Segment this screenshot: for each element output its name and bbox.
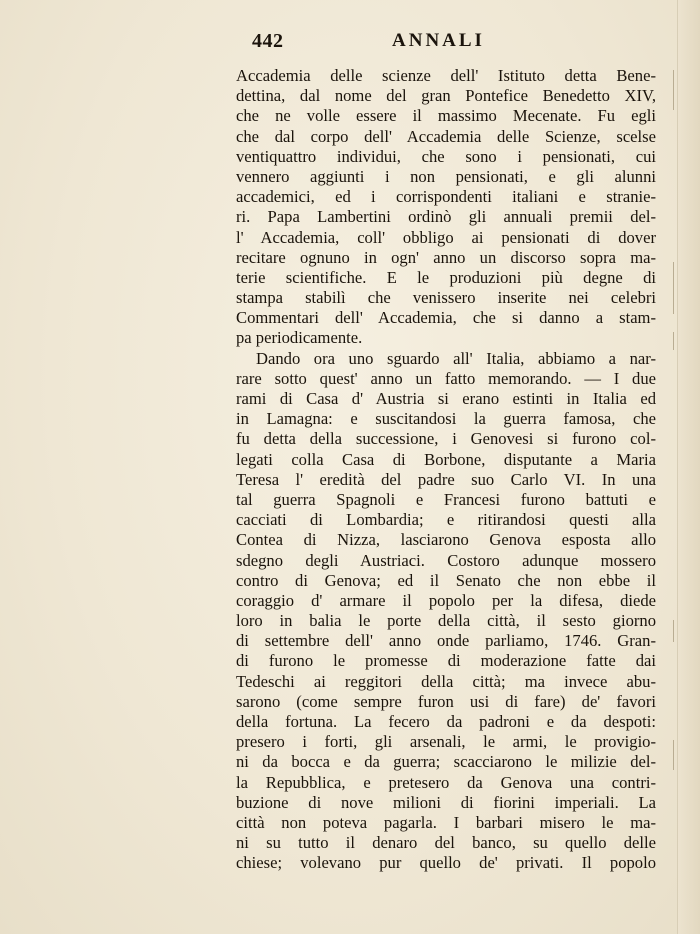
text-line: fu detta della successione, i Genovesi si furono col- xyxy=(236,429,656,449)
text-line: ventiquattro individui, che sono i pensionati, cui xyxy=(236,146,656,166)
text-line: ri. Papa Lambertini ordinò gli annuali premii del- xyxy=(236,207,656,227)
text-line: rare sotto quest' anno un fatto memorando. — I due xyxy=(236,368,656,388)
text-line: che dal corpo dell' Accademia delle Scienze, scelse xyxy=(236,126,656,146)
text-line: dettina, dal nome del gran Pontefice Benedetto XIV, xyxy=(236,86,656,106)
text-line: vennero aggiunti i non pensionati, e gli alunni xyxy=(236,166,656,186)
text-line: l' Accademia, coll' obbligo ai pensionati di dover xyxy=(236,227,656,247)
running-head xyxy=(236,28,656,56)
text-line: di furono le promesse di moderazione fatte dai xyxy=(236,651,656,671)
text-line: in Lamagna: e suscitandosi la guerra famosa, che xyxy=(236,409,656,429)
text-line: Teresa l' eredità del padre suo Carlo VI. In una xyxy=(236,469,656,489)
text-line: la Repubblica, e pretesero da Genova una contri- xyxy=(236,772,656,792)
text-line: ni su tutto il denaro del banco, su quello delle xyxy=(236,833,656,853)
text-line: buzione di nove milioni di fiorini imperiali. La xyxy=(236,792,656,812)
show-through-mark xyxy=(673,620,674,642)
text-line: sarono (come sempre furon usi di fare) de' favori xyxy=(236,691,656,711)
page-edge xyxy=(677,0,700,934)
page-number: 442 xyxy=(252,30,284,52)
text-line: recitare ognuno in ogn' anno un discorso sopra ma- xyxy=(236,247,656,267)
text-line: città non poteva pagarla. I barbari misero le ma- xyxy=(236,812,656,832)
text-line: Tedeschi ai reggitori della città; ma invece abu- xyxy=(236,671,656,691)
text-line: chiese; volevano pur quello de' privati. Il popolo xyxy=(236,853,656,873)
body-text xyxy=(236,66,656,874)
text-line: di settembre dell' anno onde parliamo, 1746. Gran- xyxy=(236,631,656,651)
text-line: Commentari dell' Accademia, che si danno a stam- xyxy=(236,308,656,328)
text-line: coraggio d' armare il popolo per la difesa, diede xyxy=(236,590,656,610)
text-line: contro di Genova; ed il Senato che non ebbe il xyxy=(236,570,656,590)
text-line: terie scientifiche. E le produzioni più degne di xyxy=(236,267,656,287)
text-line: Accademia delle scienze dell' Istituto detta Bene- xyxy=(236,66,656,85)
text-line: stampa stabilì che venissero inserite nei celebri xyxy=(236,288,656,308)
text-line: loro in balia le porte della città, il sesto giorno xyxy=(236,611,656,631)
show-through-mark xyxy=(673,332,674,350)
text-line: cacciati di Lombardia; e ritirandosi questi alla xyxy=(236,510,656,530)
text-line: della fortuna. La fecero da padroni e da despoti: xyxy=(236,712,656,731)
text-line: tal guerra Spagnoli e Francesi furono battuti e xyxy=(236,489,656,509)
text-line: che ne volle essere il massimo Mecenate. Fu egli xyxy=(236,106,656,126)
text-line: sdegno degli Austriaci. Costoro adunque mossero xyxy=(236,550,656,570)
show-through-mark xyxy=(673,262,674,314)
text-line: legati colla Casa di Borbone, disputante a Maria xyxy=(236,449,656,469)
paragraph-start-line: Dando ora uno sguardo all' Italia, abbiamo a nar- xyxy=(256,348,656,368)
paragraph-end-line: pa periodicamente. xyxy=(236,328,363,348)
show-through-mark xyxy=(673,740,674,770)
show-through-mark xyxy=(673,70,674,110)
text-line: presero i forti, gli arsenali, le armi, le provigio- xyxy=(236,732,656,752)
running-title: ANNALI xyxy=(392,30,485,51)
text-line: accademici, ed i corrispondenti italiani e stranie- xyxy=(236,187,656,207)
text-line: ni da bocca e da guerra; scacciarono le milizie del- xyxy=(236,752,656,772)
text-line: rami di Casa d' Austria si erano estinti in Italia ed xyxy=(236,389,656,408)
text-line: Contea di Nizza, lasciarono Genova esposta allo xyxy=(236,530,656,550)
